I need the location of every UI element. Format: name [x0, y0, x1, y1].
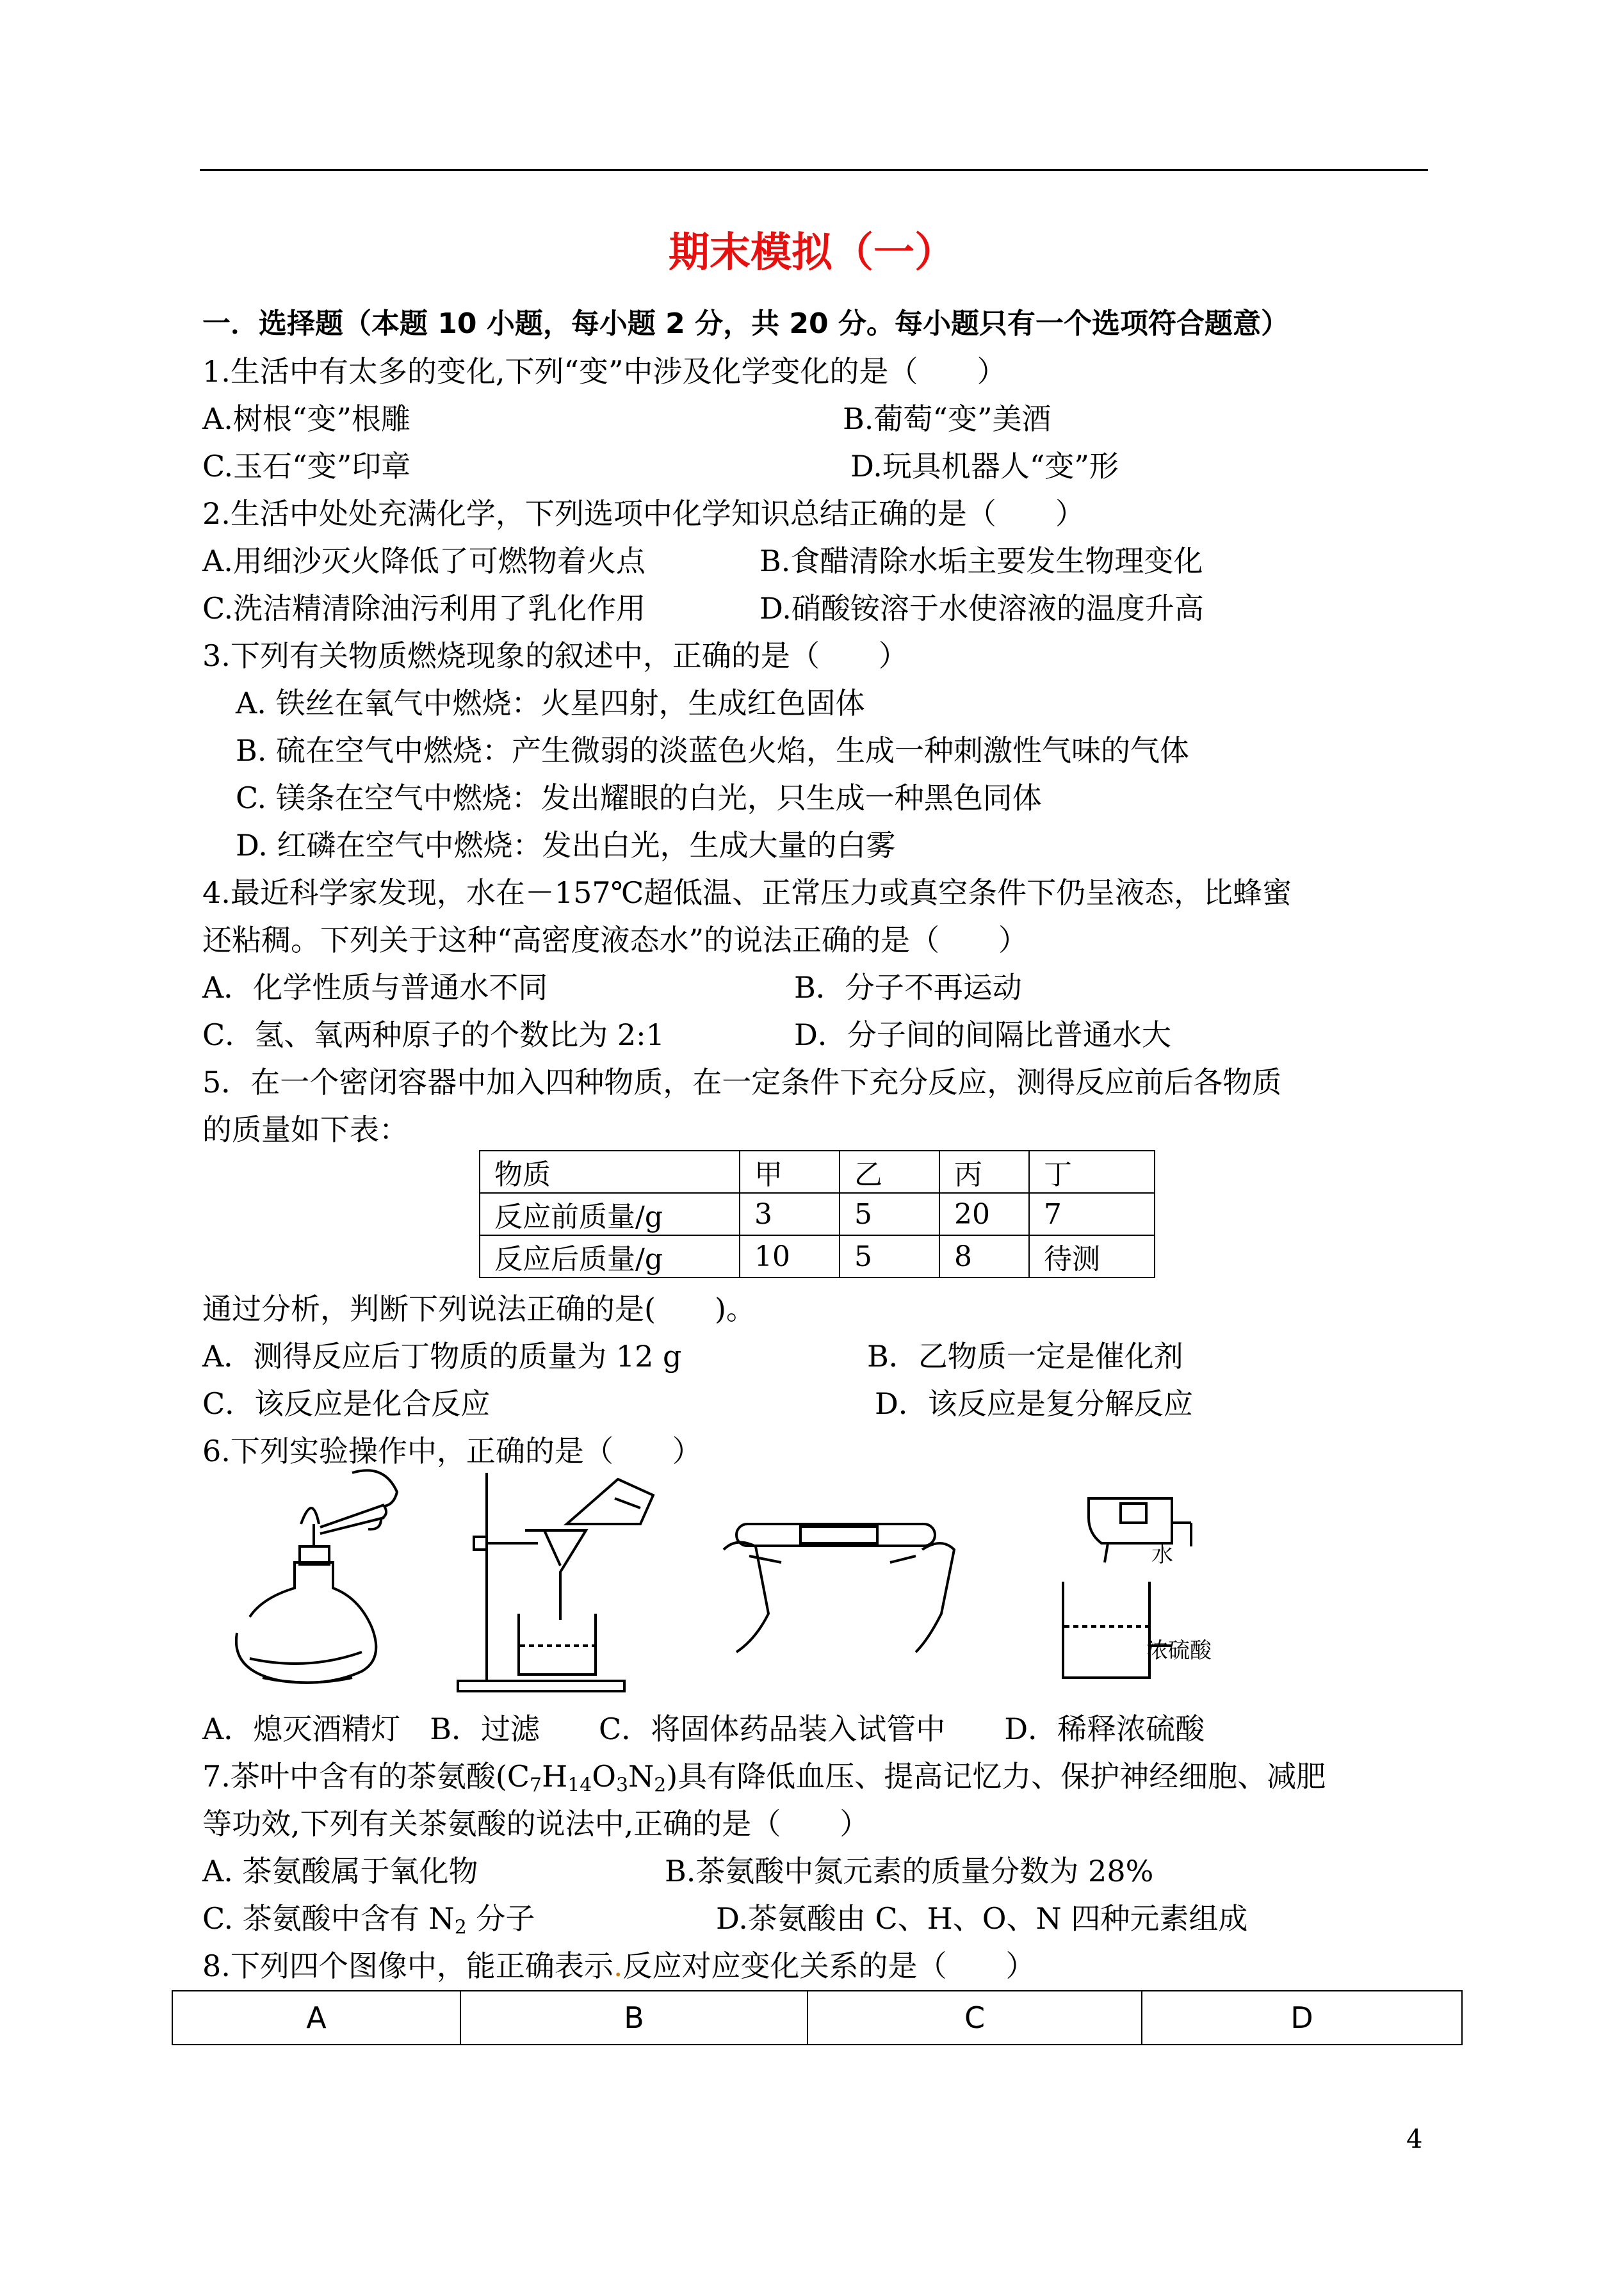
q6-stem: 6.下列实验操作中，正确的是（ ）: [202, 1434, 702, 1468]
table-cell: 反应前质量/g: [480, 1193, 740, 1235]
table-cell: C: [808, 1991, 1142, 2045]
q3-option-b: B. 硫在空气中燃烧：产生微弱的淡蓝色火焰，生成一种刺激性气味的气体: [236, 733, 1190, 768]
q5-option-d: D．该反应是复分解反应: [875, 1386, 1193, 1421]
q1-option-d: D.玩具机器人“变”形: [850, 449, 1119, 483]
table-row: [172, 1991, 1462, 2045]
q4-option-b: B．分子不再运动: [794, 970, 1022, 1005]
table-cell: D: [1142, 1991, 1462, 2045]
table-cell: B: [460, 1991, 808, 2045]
table-cell: 3: [740, 1193, 840, 1235]
q4-stem-line2: 还粘稠。下列关于这种“高密度液态水”的说法正确的是（ ）: [202, 923, 1028, 957]
q5-option-a: A．测得反应后丁物质的质量为 12 g: [202, 1339, 682, 1374]
table-row: [480, 1151, 1155, 1193]
header-rule: [200, 169, 1428, 171]
q5-option-b: B．乙物质一定是催化剂: [867, 1339, 1183, 1374]
table-cell: 甲: [740, 1151, 840, 1193]
table-cell: 乙: [840, 1151, 939, 1193]
q1-option-b: B.葡萄“变”美酒: [843, 401, 1052, 436]
mass-table: [479, 1150, 1155, 1278]
q3-option-d: D. 红磷在空气中燃烧：发出白光，生成大量的白雾: [236, 828, 896, 863]
table-cell: A: [172, 1991, 460, 2045]
table-cell: 10: [740, 1235, 840, 1277]
page-number: 4: [1406, 2125, 1423, 2154]
q7-option-d: D.茶氨酸由 C、H、O、N 四种元素组成: [716, 1901, 1248, 1936]
q3-option-a: A. 铁丝在氧气中燃烧：火星四射，生成红色固体: [236, 686, 865, 720]
q2-option-b: B.食醋清除水垢主要发生物理变化: [759, 544, 1203, 578]
q1-stem: 1.生活中有太多的变化,下列“变”中涉及化学变化的是（ ）: [202, 354, 1007, 389]
q8-options-table: [172, 1990, 1463, 2045]
q5-stem-line1: 5．在一个密闭容器中加入四种物质，在一定条件下充分反应，测得反应前后各物质: [202, 1065, 1282, 1099]
q1-option-c: C.玉石“变”印章: [202, 449, 411, 483]
section-heading: 一．选择题（本题 10 小题，每小题 2 分，共 20 分。每小题只有一个选项符合题意）: [202, 307, 1289, 340]
q5-option-c: C．该反应是化合反应: [202, 1386, 491, 1421]
table-row: [480, 1235, 1155, 1277]
q7-option-a: A. 茶氨酸属于氧化物: [202, 1854, 478, 1888]
q7-option-c: C. 茶氨酸中含有 $N_2$ 分子: [202, 1901, 535, 1939]
alcohol-lamp-figure: [224, 1466, 416, 1697]
table-cell: 物质: [480, 1151, 740, 1193]
test-tube-figure: [711, 1486, 967, 1671]
table-cell: 5: [840, 1235, 939, 1277]
page-title: 期末模拟（一）: [669, 229, 955, 277]
q7-option-b: B.茶氨酸中氮元素的质量分数为 28%: [665, 1854, 1154, 1888]
acid-label: 浓硫酸: [1146, 1638, 1212, 1664]
q7-stem-line2: 等功效,下列有关茶氨酸的说法中,正确的是（ ）: [202, 1806, 870, 1841]
q8-stem: 8.下列四个图像中，能正确表示.反应对应变化关系的是（ ）: [202, 1949, 1035, 1983]
q5-stem-line2: 的质量如下表：: [202, 1112, 409, 1147]
filtration-figure: [448, 1460, 679, 1697]
table-cell: 反应后质量/g: [480, 1235, 740, 1277]
table-cell: 20: [939, 1193, 1029, 1235]
q3-option-c: C. 镁条在空气中燃烧：发出耀眼的白光，只生成一种黑色同体: [236, 781, 1042, 815]
q2-option-a: A.用细沙灭火降低了可燃物着火点: [202, 544, 646, 578]
table-cell: 8: [939, 1235, 1029, 1277]
q2-option-c: C.洗洁精清除油污利用了乳化作用: [202, 591, 646, 626]
q2-option-d: D.硝酸铵溶于水使溶液的温度升高: [759, 591, 1204, 626]
table-cell: 7: [1029, 1193, 1155, 1235]
table-cell: 待测: [1029, 1235, 1155, 1277]
q4-stem-line1: 4.最近科学家发现，水在－157℃超低温、正常压力或真空条件下仍呈液态，比蜂蜜: [202, 875, 1292, 910]
q2-stem: 2.生活中处处充满化学，下列选项中化学知识总结正确的是（ ）: [202, 496, 1085, 531]
q4-option-d: D．分子间的间隔比普通水大: [794, 1018, 1171, 1052]
q5-stem-line3: 通过分析，判断下列说法正确的是( )。: [202, 1292, 756, 1326]
q4-option-c: C．氢、氧两种原子的个数比为 2:1: [202, 1018, 665, 1052]
q6-options: A．熄灭酒精灯 B．过滤 C．将固体药品装入试管中 D．稀释浓硫酸: [202, 1712, 1205, 1746]
q7-stem-line1: 7.茶叶中含有的茶氨酸$(C_7H_{14}O_3N_2)$具有降低血压、提高记忆力、保护神经细胞、减肥: [202, 1759, 1326, 1797]
table-row: [480, 1193, 1155, 1235]
table-cell: 5: [840, 1193, 939, 1235]
table-cell: 丁: [1029, 1151, 1155, 1193]
q3-stem: 3.下列有关物质燃烧现象的叙述中，正确的是（ ）: [202, 638, 908, 673]
table-cell: 丙: [939, 1151, 1029, 1193]
water-label: 水: [1151, 1542, 1173, 1568]
q1-option-a: A.树根“变”根雕: [202, 401, 410, 436]
q4-option-a: A．化学性质与普通水不同: [202, 970, 548, 1005]
